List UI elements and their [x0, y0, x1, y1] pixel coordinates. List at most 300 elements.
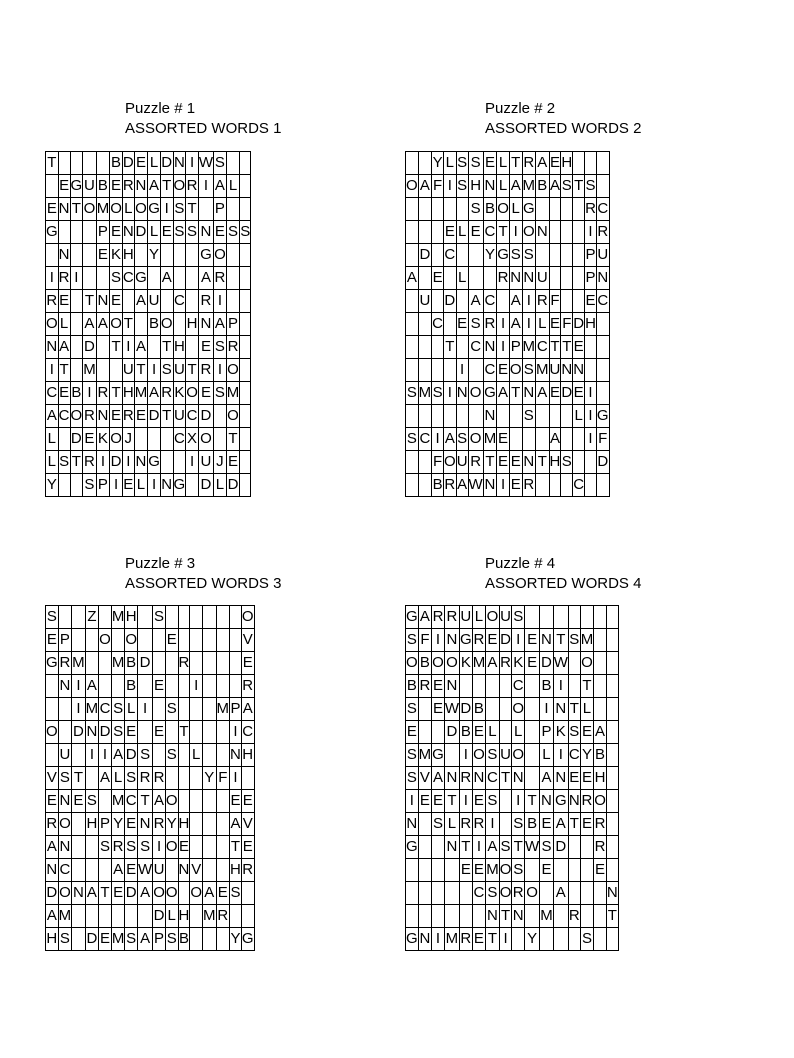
grid-cell: N: [160, 474, 173, 497]
grid-row: [46, 336, 251, 359]
grid-cell: E: [549, 382, 561, 405]
grid-cell: S: [46, 606, 59, 629]
grid-cell: W: [138, 859, 153, 882]
grid-cell: D: [444, 290, 457, 313]
grid-cell: A: [230, 813, 242, 836]
grid-cell: L: [46, 428, 59, 451]
grid-cell: L: [536, 313, 550, 336]
grid-cell: K: [553, 721, 568, 744]
grid-cell: S: [456, 175, 468, 198]
grid-cell: M: [226, 382, 240, 405]
grid-cell: L: [58, 313, 70, 336]
grid-cell: [240, 290, 251, 313]
grid-cell: O: [165, 790, 178, 813]
grid-cell: [594, 928, 607, 951]
grid-cell: [432, 336, 444, 359]
grid-cell: [432, 905, 445, 928]
grid-cell: M: [536, 359, 550, 382]
grid-cell: R: [594, 836, 607, 859]
grid-cell: S: [173, 221, 186, 244]
grid-cell: R: [460, 813, 473, 836]
grid-cell: E: [214, 221, 227, 244]
grid-cell: O: [525, 882, 540, 905]
grid-cell: [216, 652, 230, 675]
grid-row: [46, 698, 255, 721]
grid-cell: E: [406, 721, 419, 744]
grid-cell: O: [165, 836, 178, 859]
grid-cell: E: [580, 813, 594, 836]
grid-cell: D: [110, 451, 123, 474]
grid-cell: [499, 790, 512, 813]
grid-cell: C: [573, 474, 585, 497]
grid-row: [46, 474, 251, 497]
grid-cell: A: [553, 813, 568, 836]
grid-row: [46, 359, 251, 382]
grid-cell: D: [540, 652, 554, 675]
grid-cell: [160, 451, 173, 474]
grid-cell: [190, 721, 203, 744]
grid-cell: E: [483, 152, 497, 175]
grid-cell: [186, 474, 199, 497]
grid-cell: A: [148, 175, 161, 198]
grid-row: [46, 382, 251, 405]
grid-cell: R: [418, 675, 432, 698]
grid-cell: O: [432, 652, 445, 675]
grid-cell: C: [99, 698, 112, 721]
grid-cell: [525, 675, 540, 698]
grid-cell: S: [561, 175, 573, 198]
grid-cell: R: [594, 813, 607, 836]
grid-cell: T: [178, 721, 190, 744]
grid-cell: C: [483, 221, 497, 244]
grid-cell: V: [46, 767, 59, 790]
grid-row: [406, 629, 619, 652]
grid-cell: T: [486, 928, 500, 951]
grid-cell: [72, 813, 86, 836]
grid-cell: [444, 744, 459, 767]
grid-cell: M: [134, 382, 148, 405]
grid-cell: M: [444, 928, 459, 951]
grid-cell: E: [83, 428, 97, 451]
grid-cell: L: [134, 474, 148, 497]
grid-cell: S: [486, 790, 500, 813]
grid-cell: [540, 882, 554, 905]
grid-cell: N: [573, 359, 585, 382]
grid-row: [406, 474, 610, 497]
grid-cell: P: [214, 198, 227, 221]
grid-cell: [110, 359, 123, 382]
grid-cell: I: [444, 382, 457, 405]
grid-cell: [596, 474, 609, 497]
grid-cell: S: [522, 359, 536, 382]
grid-cell: R: [83, 451, 97, 474]
grid-cell: [418, 451, 432, 474]
grid-cell: P: [540, 721, 554, 744]
grid-cell: U: [58, 744, 72, 767]
grid-cell: R: [499, 652, 512, 675]
grid-row: [46, 175, 251, 198]
grid-cell: [203, 928, 217, 951]
grid-cell: S: [406, 629, 419, 652]
grid-cell: S: [406, 767, 419, 790]
grid-cell: [553, 928, 568, 951]
grid-cell: [178, 882, 190, 905]
grid-cell: F: [216, 767, 230, 790]
grid-cell: Y: [165, 813, 178, 836]
grid-cell: [497, 405, 510, 428]
grid-cell: I: [230, 767, 242, 790]
grid-cell: [240, 474, 251, 497]
grid-cell: T: [509, 382, 522, 405]
grid-cell: [553, 905, 568, 928]
grid-cell: M: [111, 606, 125, 629]
grid-cell: K: [96, 428, 110, 451]
grid-cell: [561, 198, 573, 221]
grid-cell: [216, 790, 230, 813]
grid-cell: [568, 859, 580, 882]
grid-cell: [596, 313, 609, 336]
grid-cell: I: [585, 428, 597, 451]
grid-cell: I: [122, 451, 134, 474]
grid-cell: A: [96, 313, 110, 336]
grid-row: [46, 928, 255, 951]
grid-cell: V: [241, 629, 254, 652]
grid-cell: N: [96, 290, 110, 313]
grid-row: [46, 606, 255, 629]
grid-cell: [418, 221, 432, 244]
grid-row: [406, 698, 619, 721]
grid-cell: I: [509, 221, 522, 244]
grid-cell: E: [444, 221, 457, 244]
grid-cell: A: [509, 175, 522, 198]
grid-cell: G: [522, 198, 536, 221]
grid-cell: E: [432, 698, 445, 721]
grid-cell: I: [553, 744, 568, 767]
grid-cell: N: [58, 198, 70, 221]
grid-cell: [585, 336, 597, 359]
grid-cell: [178, 767, 190, 790]
grid-cell: [83, 152, 97, 175]
grid-cell: H: [241, 744, 254, 767]
grid-cell: W: [444, 698, 459, 721]
grid-cell: T: [568, 813, 580, 836]
grid-cell: [606, 813, 618, 836]
grid-cell: E: [134, 152, 148, 175]
grid-cell: M: [540, 905, 554, 928]
grid-cell: G: [596, 405, 609, 428]
grid-cell: P: [585, 267, 597, 290]
grid-cell: I: [444, 175, 457, 198]
grid-row: [46, 744, 255, 767]
grid-cell: N: [444, 675, 459, 698]
grid-cell: H: [122, 382, 134, 405]
grid-row: [406, 836, 619, 859]
grid-cell: [568, 836, 580, 859]
grid-cell: [418, 336, 432, 359]
grid-cell: I: [585, 382, 597, 405]
grid-cell: B: [594, 744, 607, 767]
grid-cell: [549, 474, 561, 497]
grid-cell: I: [70, 267, 83, 290]
grid-cell: [444, 267, 457, 290]
grid-cell: E: [497, 359, 510, 382]
grid-cell: [138, 675, 153, 698]
grid-cell: [203, 721, 217, 744]
grid-cell: [606, 675, 618, 698]
grid-cell: I: [522, 290, 536, 313]
grid-cell: E: [99, 928, 112, 951]
grid-cell: C: [486, 767, 500, 790]
grid-cell: P: [99, 813, 112, 836]
grid-cell: [418, 721, 432, 744]
grid-cell: A: [83, 313, 97, 336]
grid-cell: [456, 405, 468, 428]
grid-cell: L: [122, 198, 134, 221]
grid-cell: C: [58, 859, 72, 882]
grid-cell: [216, 721, 230, 744]
grid-cell: [418, 267, 432, 290]
grid-cell: [58, 221, 70, 244]
grid-cell: [549, 221, 561, 244]
grid-cell: [214, 428, 227, 451]
grid-cell: N: [178, 859, 190, 882]
grid-cell: I: [512, 790, 525, 813]
grid-row: [406, 744, 619, 767]
grid-cell: S: [214, 382, 227, 405]
grid-cell: [418, 313, 432, 336]
puzzle-title: ASSORTED WORDS 3: [125, 575, 282, 592]
grid-cell: [561, 244, 573, 267]
grid-cell: L: [472, 606, 486, 629]
grid-cell: F: [432, 175, 444, 198]
grid-cell: [216, 836, 230, 859]
grid-cell: [499, 813, 512, 836]
grid-cell: S: [568, 629, 580, 652]
grid-cell: T: [573, 175, 585, 198]
grid-cell: A: [497, 382, 510, 405]
grid-cell: [178, 629, 190, 652]
grid-row: [46, 767, 255, 790]
grid-cell: [536, 244, 550, 267]
grid-cell: [153, 652, 166, 675]
grid-cell: [580, 836, 594, 859]
grid-cell: R: [241, 675, 254, 698]
grid-cell: G: [134, 267, 148, 290]
grid-cell: G: [241, 928, 254, 951]
grid-row: [406, 451, 610, 474]
grid-cell: [138, 721, 153, 744]
grid-row: [406, 652, 619, 675]
grid-cell: R: [497, 267, 510, 290]
grid-cell: H: [178, 905, 190, 928]
grid-cell: [178, 698, 190, 721]
grid-cell: S: [58, 451, 70, 474]
grid-cell: T: [444, 790, 459, 813]
grid-cell: [190, 928, 203, 951]
grid-cell: [46, 244, 59, 267]
grid-cell: E: [96, 244, 110, 267]
grid-cell: [606, 928, 618, 951]
grid-cell: E: [549, 152, 561, 175]
grid-cell: [230, 652, 242, 675]
puzzle-title: ASSORTED WORDS 2: [485, 120, 642, 137]
grid-cell: R: [111, 836, 125, 859]
grid-row: [46, 882, 255, 905]
grid-cell: T: [110, 336, 123, 359]
grid-cell: O: [99, 629, 112, 652]
grid-cell: I: [432, 928, 445, 951]
grid-cell: C: [418, 428, 432, 451]
grid-cell: N: [72, 882, 86, 905]
grid-cell: L: [512, 721, 525, 744]
grid-cell: C: [46, 382, 59, 405]
grid-cell: [138, 629, 153, 652]
grid-cell: I: [214, 290, 227, 313]
grid-cell: I: [230, 721, 242, 744]
grid-cell: O: [512, 698, 525, 721]
grid-cell: [198, 198, 213, 221]
grid-cell: I: [186, 451, 199, 474]
grid-cell: D: [596, 451, 609, 474]
grid-cell: [58, 721, 72, 744]
grid-cell: [240, 267, 251, 290]
grid-cell: A: [85, 882, 99, 905]
grid-cell: B: [536, 175, 550, 198]
grid-cell: U: [456, 451, 468, 474]
grid-cell: S: [456, 428, 468, 451]
grid-cell: [580, 859, 594, 882]
grid-cell: [561, 428, 573, 451]
grid-cell: D: [460, 698, 473, 721]
grid-cell: L: [486, 721, 500, 744]
grid-cell: C: [596, 198, 609, 221]
grid-cell: [418, 359, 432, 382]
grid-cell: S: [230, 882, 242, 905]
grid-cell: C: [483, 359, 497, 382]
grid-cell: L: [497, 152, 510, 175]
grid-cell: [58, 474, 70, 497]
grid-row: [46, 813, 255, 836]
grid-cell: A: [138, 882, 153, 905]
grid-cell: I: [122, 336, 134, 359]
grid-cell: E: [110, 175, 123, 198]
grid-cell: O: [499, 882, 512, 905]
grid-row: [406, 382, 610, 405]
grid-cell: R: [432, 606, 445, 629]
grid-cell: U: [549, 359, 561, 382]
grid-cell: S: [153, 606, 166, 629]
grid-cell: T: [444, 336, 457, 359]
grid-cell: A: [444, 428, 457, 451]
grid-cell: B: [432, 474, 444, 497]
grid-cell: A: [153, 790, 166, 813]
grid-cell: [165, 606, 178, 629]
grid-cell: C: [536, 336, 550, 359]
grid-cell: [444, 359, 457, 382]
grid-cell: N: [444, 767, 459, 790]
grid-cell: I: [96, 451, 110, 474]
grid-cell: E: [580, 767, 594, 790]
grid-cell: [406, 244, 419, 267]
grid-cell: I: [497, 336, 510, 359]
grid-cell: S: [406, 382, 419, 405]
grid-cell: T: [460, 836, 473, 859]
grid-cell: [594, 629, 607, 652]
grid-cell: I: [497, 474, 510, 497]
grid-cell: I: [585, 221, 597, 244]
grid-cell: [522, 428, 536, 451]
grid-cell: I: [460, 790, 473, 813]
grid-cell: B: [96, 175, 110, 198]
grid-cell: L: [46, 451, 59, 474]
grid-cell: [46, 744, 59, 767]
grid-cell: U: [499, 606, 512, 629]
grid-cell: A: [418, 606, 432, 629]
grid-cell: D: [83, 336, 97, 359]
grid-cell: [148, 428, 161, 451]
grid-cell: I: [472, 836, 486, 859]
grid-cell: I: [153, 836, 166, 859]
grid-cell: U: [122, 359, 134, 382]
grid-cell: [240, 405, 251, 428]
grid-cell: N: [58, 675, 72, 698]
grid-cell: S: [165, 698, 178, 721]
grid-cell: R: [483, 313, 497, 336]
grid-cell: [580, 905, 594, 928]
grid-cell: [190, 905, 203, 928]
grid-cell: [83, 267, 97, 290]
grid-cell: [85, 767, 99, 790]
grid-cell: I: [83, 382, 97, 405]
letter-grid: [45, 151, 251, 497]
grid-cell: R: [153, 767, 166, 790]
grid-cell: T: [606, 905, 618, 928]
grid-cell: O: [110, 198, 123, 221]
grid-cell: N: [512, 905, 525, 928]
grid-cell: A: [85, 675, 99, 698]
grid-cell: [203, 836, 217, 859]
grid-cell: E: [432, 790, 445, 813]
grid-cell: [203, 675, 217, 698]
grid-cell: A: [214, 175, 227, 198]
grid-cell: T: [525, 790, 540, 813]
grid-row: [406, 221, 610, 244]
grid-cell: [58, 152, 70, 175]
grid-cell: R: [198, 290, 213, 313]
grid-cell: C: [512, 675, 525, 698]
grid-cell: [240, 359, 251, 382]
grid-cell: E: [432, 267, 444, 290]
grid-cell: E: [573, 382, 585, 405]
grid-cell: G: [460, 629, 473, 652]
grid-cell: E: [178, 836, 190, 859]
grid-cell: [456, 198, 468, 221]
grid-cell: G: [406, 928, 419, 951]
grid-row: [406, 313, 610, 336]
grid-cell: T: [160, 405, 173, 428]
grid-cell: C: [173, 428, 186, 451]
grid-cell: [585, 359, 597, 382]
grid-cell: J: [122, 428, 134, 451]
grid-cell: [240, 451, 251, 474]
grid-cell: [134, 244, 148, 267]
grid-cell: D: [153, 905, 166, 928]
grid-cell: S: [125, 928, 138, 951]
grid-cell: G: [173, 474, 186, 497]
grid-cell: E: [111, 882, 125, 905]
grid-cell: N: [138, 813, 153, 836]
grid-cell: [203, 744, 217, 767]
